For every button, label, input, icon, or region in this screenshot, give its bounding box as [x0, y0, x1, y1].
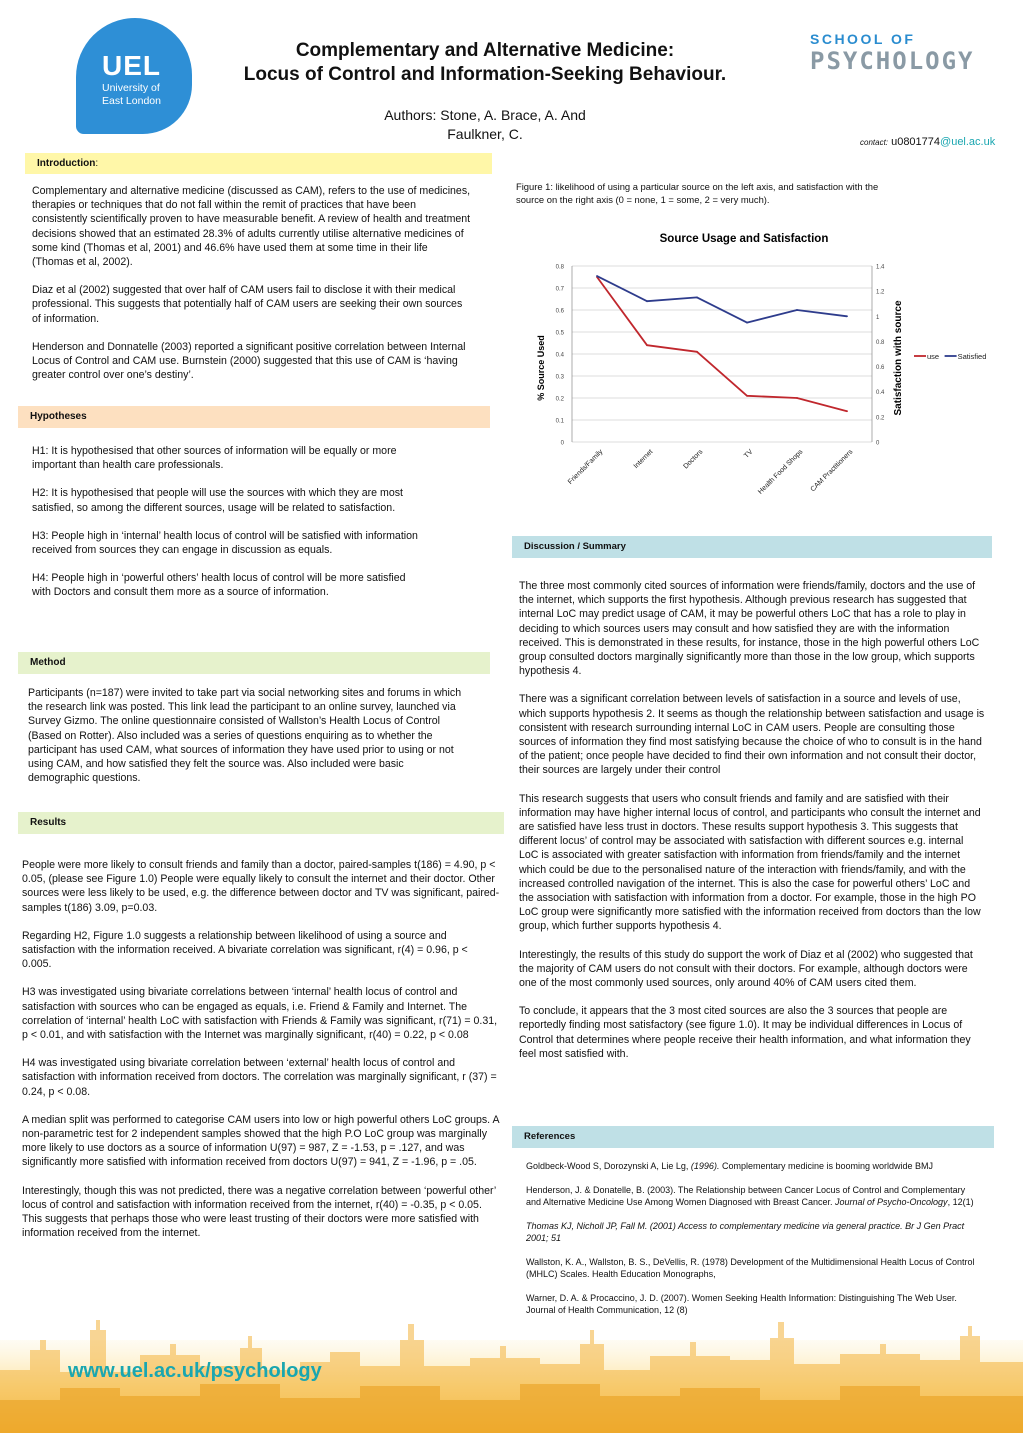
- source-usage-chart: [510, 220, 990, 510]
- discussion-paragraph: There was a significant correlation between levels of satisfaction in a source and levels of use, which supports hypothesis 2. It seems as though the relationship between satisfaction and usage is consistent with research surrounding internal LoC in CAM users. People are consulting those sources of information they find most satisfying because the choice of who to consult is in the hand of the patient; once people have decided to find their own information and not consult their doctor, their sources are largely under their control: [519, 693, 985, 777]
- y-tick-label: 0.2: [555, 396, 564, 403]
- y-tick-label: 0.7: [555, 286, 564, 293]
- y-tick-label: 0: [560, 440, 564, 447]
- hypotheses-body: [32, 444, 427, 614]
- logo-line1: University of: [102, 82, 160, 94]
- series-line-satisfied: [597, 276, 847, 323]
- hypothesis-paragraph: H4: People high in ‘powerful others’ health locus of control will be more satisfied with Doctors and consult them more as a source of information.: [32, 572, 406, 599]
- hypothesis-paragraph: H1: It is hypothesised that other sources of information will be equally or more important than health care professionals.: [32, 445, 397, 472]
- y-axis-right-label: Satisfaction with source: [893, 300, 904, 416]
- x-tick-label: Health Food Shops: [757, 448, 805, 496]
- title-line-1: Complementary and Alternative Medicine:: [295, 40, 675, 61]
- y-tick-label: 0.4: [555, 352, 564, 359]
- y2-tick-label: 1.2: [876, 289, 885, 296]
- contact: [860, 136, 995, 148]
- x-tick-label: Friends/Family: [567, 448, 605, 486]
- data-point: [746, 322, 748, 324]
- y2-tick-label: 0.2: [876, 415, 885, 422]
- y-tick-label: 0.8: [555, 264, 564, 271]
- introduction-paragraph: Diaz et al (2002) suggested that over half of CAM users fail to disclose it with their medical professional. This suggests that potentially half of CAM users are seeking their own sources of information.: [32, 284, 463, 325]
- reference-item: Wallston, K. A., Wallston, B. S., DeVellis, R. (1978) Development of the Multidimensional Health Locus of Control (MHLC) Scales. Health Education Monographs,: [526, 1257, 975, 1279]
- y-axis-right-ticks: [876, 265, 885, 447]
- y2-tick-label: 0: [876, 440, 880, 447]
- y2-tick-label: 1.4: [876, 264, 885, 271]
- data-point: [796, 397, 798, 399]
- x-axis-category-labels: [567, 448, 855, 496]
- y2-tick-label: 0.4: [876, 390, 885, 397]
- method-paragraph: Participants (n=187) were invited to take part via social networking sites and forums in which the research link was posted. This link lead the participant to an online survey, launched via Survey Gizmo. The online questionnaire consisted of Wallston’s Health Locus of Control (Based on Rotter). Also included was a series of questions enquiring as to whether the participant has used CAM, what sources of information they have used prior to using or not using CAM, and how satisfied they felt the source was. Also included were basic demographic questions.: [28, 687, 462, 785]
- logo-brand: UEL: [102, 50, 161, 81]
- y2-tick-label: 0.6: [876, 365, 885, 372]
- y-tick-label: 0.5: [555, 330, 564, 337]
- x-tick-label: CAM Practitioners: [809, 448, 855, 494]
- data-point: [796, 309, 798, 311]
- reference-item: Thomas KJ, Nicholl JP, Fall M. (2001) Access to complementary medicine via general practice. Br J Gen Pract 2001; 51: [526, 1221, 965, 1243]
- data-point: [696, 297, 698, 299]
- uel-logo: [76, 18, 192, 134]
- discussion-paragraph: This research suggests that users who consult friends and family and are satisfied with their information may have higher internal locus of control, and participants who consult the internet and are satisfied have less trust in doctors. These results support hypothesis 3. This suggests that different locus’ of control may be associated with satisfaction with different sources e.g. internal LoC is associated with greater satisfaction with information from friends/family and the internet which could be due to the personalised nature of the interaction with friends/family, and with the increased controlled navigation of the internet. This is also the case for powerful others’ LoC and the association with satisfaction with information from a doctor. For example, those in the high PO LoC group were significantly more satisfied with the information received from doctors than the low group, which further supports hypothesis 4.: [519, 792, 981, 933]
- data-point: [596, 275, 598, 277]
- reference-item: Warner, D. A. & Procaccino, J. D. (2007). Women Seeking Health Information: Distinguishing The Web User. Journal of Health Communication, 12 (8): [526, 1293, 957, 1315]
- method-heading: Method: [18, 652, 490, 674]
- x-tick-label: TV: [743, 448, 755, 460]
- references-heading: References: [512, 1126, 994, 1148]
- discussion-body: [519, 579, 985, 1075]
- results-paragraph: H4 was investigated using bivariate correlation between ‘external’ health locus of control and satisfaction with information received from doctors. The correlation was marginally significant, r (37) = 0.24, p < 0.08.: [22, 1057, 497, 1098]
- introduction-heading-text: Introduction: [37, 158, 96, 169]
- method-body: [28, 686, 463, 799]
- results-paragraph: Regarding H2, Figure 1.0 suggests a relationship between likelihood of using a source and satisfaction with the information received. A bivariate correlation was significant, r(4) = 0.96, p < 0.005.: [22, 929, 468, 971]
- discussion-paragraph: The three most commonly cited sources of information were friends/family, doctors and the use of the internet, which supports the first hypothesis. Although previous research has suggested that internal LoC may predict usage of CAM, it may be powerful others LoC that has a role to play in deciding to which sources users may consult and how satisfied they are with the information received. This is demonstrated in these results, for instance, those in the high powerful others LoC group consulted doctors marginally significantly more than those in the low group, which supports hypothesis 4.: [519, 580, 980, 678]
- discussion-heading: Discussion / Summary: [512, 536, 992, 558]
- legend-label: use: [927, 352, 940, 361]
- results-paragraph: A median split was performed to categorise CAM users into low or high powerful others LoC groups. A non-parametric test for 2 independent samples showed that the high P.O LoC group was marginally more likely to use doctors as a source of information U(97) = 987, Z = -1.53, p = .127, and was significantly more satisfied with information received from doctors U(97) = 941, Z = -1.96, p = .05.: [22, 1113, 499, 1169]
- y-axis-left-label: % Source Used: [536, 335, 546, 401]
- logo-line2: East London: [102, 95, 161, 107]
- data-point: [846, 410, 848, 412]
- y-tick-label: 0.6: [555, 308, 564, 315]
- figure-caption: Figure 1: likelihood of using a particular source on the left axis, and satisfaction with the source on the right axis (0 = none, 1 = some, 2 = very much).: [516, 181, 879, 205]
- series-line-use: [597, 277, 847, 411]
- school-line-2: PSYCHOLOGY: [810, 47, 975, 75]
- introduction-paragraph: Complementary and alternative medicine (discussed as CAM), refers to the use of medicines, therapies or techniques that do not fall within the remit of practices that have been consistently scientifically proven to have measurable benefit. A review of health and treatment decisions showed that an estimated 28.3% of adults currently utilise alternative medicines of some kind (Thomas et al, 2001) and 46.6% have used them at some time in their life (Thomas et al, 2002).: [32, 185, 471, 269]
- introduction-paragraph: Henderson and Donnatelle (2003) reported a significant positive correlation between Internal Locus of Control and CAM use. Burnstein (2000) suggested that this use of CAM is ‘having greater control over one’s destiny’.: [32, 340, 466, 382]
- discussion-paragraph: Interestingly, the results of this study do support the work of Diaz et al (2002) who suggested that the majority of CAM users do not consult with their doctors. For example, although doctors were one of the most commonly used sources, only around 40% of CAM users cited them.: [519, 948, 973, 990]
- reference-item: Goldbeck-Wood S, Dorozynski A, Lie Lg, (1996). Complementary medicine is booming worldwide BMJ: [526, 1161, 934, 1171]
- x-tick-label: Doctors: [682, 448, 705, 471]
- authors-line-1: Authors: Stone, A. Brace, A. And: [384, 107, 586, 123]
- results-paragraph: Interestingly, though this was not predicted, there was a negative correlation between ‘powerful other’ locus of control and satisfaction with information received from the internet, r(40) = -0.35, p < 0.05. This suggests that perhaps those who were least trusting of their doctors were more satisfied with information received from the internet.: [22, 1184, 496, 1240]
- authors-line-2: Faulkner, C.: [447, 126, 523, 142]
- legend-label: Satisfied: [957, 352, 987, 361]
- title-line-2: Locus of Control and Information-Seeking Behaviour.: [243, 64, 727, 85]
- poster-title: [200, 39, 770, 87]
- school-line-1: SCHOOL OF: [810, 31, 916, 47]
- introduction-heading-colon: :: [95, 158, 99, 169]
- y-tick-label: 0.3: [555, 374, 564, 381]
- discussion-paragraph: To conclude, it appears that the 3 most cited sources are also the 3 sources that people are reportedly finding most satisfactory (see figure 1.0). It may be individual differences in Locus of Control that determines where people receive their health information, and what information they feel most satisfied with.: [519, 1005, 971, 1060]
- data-point: [646, 300, 648, 302]
- contact-user: u0801774: [891, 136, 941, 148]
- results-paragraph: People were more likely to consult friends and family than a doctor, paired-samples t(186) = 4.90, p < 0.05, (please see Figure 1.0) People were equally likely to consult the internet and their doctor. Other sources were less likely to be used, e.g. the difference between doctor and TV was significant, paired-samples t(186) 3.09, p=0.03.: [22, 859, 500, 914]
- results-paragraph: H3 was investigated using bivariate correlations between ‘internal’ health locus of control and satisfaction with sources who can be engaged as equals, i.e. Friend & Family and Internet. The correlation of ‘internal’ health LoC with satisfaction with Friends & Family was significant, r(71) = 0.31, p < 0.01, and with satisfaction with the Internet was marginally significant, r(40) = 0.22, p < 0.08: [22, 986, 498, 1042]
- chart-series: [596, 275, 848, 412]
- data-point: [846, 315, 848, 317]
- data-point: [746, 395, 748, 397]
- contact-domain: @uel.ac.uk: [940, 136, 996, 148]
- chart-legend: [914, 352, 986, 361]
- introduction-body: [32, 184, 472, 396]
- hypothesis-paragraph: H3: People high in ‘internal’ health locus of control will be satisfied with information received from sources they can engage in discussion as equals.: [32, 529, 418, 557]
- chart-title: Source Usage and Satisfaction: [659, 233, 829, 245]
- data-point: [696, 351, 698, 353]
- x-tick-label: Internet: [632, 448, 655, 471]
- reference-item: Henderson, J. & Donatelle, B. (2003). The Relationship between Cancer Locus of Control and Complementary and Alternative Medicine Use Among Women Diagnosed with Breast Cancer. Journal of Psycho-Oncology, 12(1): [526, 1185, 974, 1207]
- y-axis-left-ticks: [556, 265, 565, 447]
- introduction-heading: [25, 153, 492, 174]
- hypotheses-heading: Hypotheses: [18, 406, 490, 428]
- hypothesis-paragraph: H2: It is hypothesised that people will use the sources with which they are most satisfied, so among the different sources, usage will be related to satisfaction.: [32, 487, 403, 514]
- y-tick-label: 0.1: [555, 418, 564, 425]
- footer-url-link[interactable]: www.uel.ac.uk/psychology: [68, 1360, 322, 1382]
- results-heading: Results: [18, 812, 504, 834]
- chart-grid: [572, 266, 872, 442]
- y2-tick-label: 0.8: [876, 339, 885, 346]
- results-body: [22, 858, 500, 1254]
- y2-tick-label: 1: [876, 314, 880, 321]
- contact-label: contact:: [860, 138, 889, 147]
- authors: [330, 106, 640, 144]
- data-point: [646, 344, 648, 346]
